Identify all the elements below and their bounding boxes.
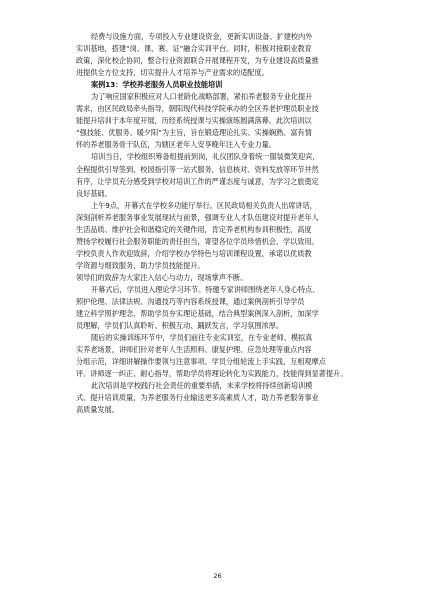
text-line: 实训基地，搭建“岗、课、赛、证”融合实训平台。同时，积极对接职业教育 (76, 44, 312, 54)
text-line: 需求，由区民政局牵头指导，朝阳现代科技学院承办的全区养老护理员职业技 (76, 104, 319, 114)
section-heading: 案例13：学校养老服务人员职业技能培训 (91, 80, 223, 90)
text-line: 上午9点，开幕式在学校多功能厅举行。区民政局相关负责人出席讲话， (91, 200, 317, 210)
text-line: 经费与设施方面，专项投入专业建设资金，更新实训设备、扩建校内外 (91, 32, 313, 41)
text-line: 高质量发展。 (76, 405, 119, 415)
text-line: 良好基础。 (76, 188, 112, 198)
paragraph-theory-session (76, 284, 370, 332)
text-line: 怀的养老服务骨干队伍，为辖区老年人安享晚年注入专业力量。 (76, 140, 276, 150)
text-line: 建立科学照护理念，帮助学员夯实理论基础，结合典型案例深入剖析，加深学 (76, 309, 319, 319)
text-line: 开幕式后，学员进入理论学习环节。特邀专家讲师围绕老年人身心特点、 (91, 284, 320, 294)
text-line: 培训当日，学校组织筹备组提前到岗，礼仪团队身着统一服装微笑迎宾， (91, 152, 320, 162)
text-line: 政策，深化校企协同，整合行业资源联合开展课程开发，为专业建设高质量推 (76, 56, 319, 66)
text-line: 深刻剖析养老服务事业发展现状与前景，强调专业人才队伍建设对提升老年人 (76, 212, 319, 222)
paragraph-practical-training (76, 332, 370, 380)
text-line: 能提升培训于本年度开展，历经系统授课与实操演练圆满落幕。此次培训以 (76, 116, 312, 126)
paragraph-reception (76, 151, 370, 199)
paragraph-conclusion (76, 380, 370, 416)
document-body (76, 31, 370, 417)
case-heading (76, 79, 370, 91)
text-line: 进提供全方位支持，切实提升人才培养与产业需求的适配度。 (76, 68, 269, 78)
text-line: 实养老场景，讲师们针对老年人生活照料、康复护理、应急处理等重点内容 (76, 345, 312, 355)
text-line: 式、提升培训质量，为养老服务行业输送更多高素质人才，助力养老服务事业 (76, 393, 319, 403)
text-line: 随后的实操训练环节中，学员们前往专业实训室，在专业老师、模拟真 (91, 333, 313, 343)
text-line: 为了响应国家积极应对人口老龄化战略部署，紧扣养老服务专业化提升 (91, 92, 313, 102)
page-number: 26 (213, 572, 222, 580)
text-line: 学资源与细致服务，助力学员技能提升。 (76, 260, 205, 270)
text-line: 评。讲师逐一纠正、耐心指导，帮助学员将理论转化为实践能力，技能得到显著提升。 (76, 369, 348, 379)
text-line: 照护伦理、法律法规、沟通技巧等内容系统授课，通过案例剖析引导学员 (76, 297, 305, 307)
text-line: 有序，让学员充分感受到学校对培训工作的严谨态度与诚意，为学习之旅奠定 (76, 176, 319, 186)
paragraph-opening-ceremony (76, 200, 370, 284)
paragraph-facilities (76, 31, 370, 79)
text-line: 分组示范，详细讲解操作要领与注意事项。学员分组轮流上手实践，互相观摩点 (76, 357, 326, 367)
text-line: 此次培训是学校践行社会责任的重要举措，未来学校将持续创新培训模 (91, 381, 313, 391)
paragraph-intro (76, 91, 370, 151)
text-line: 全程提供引导签到、校园指引等一站式服务，信息核对、资料发放等环节井然 (76, 164, 319, 174)
text-line: 员理解，学员们认真聆听、积极互动、踊跃发言，学习氛围浓厚。 (76, 321, 283, 331)
text-line: 赞扬学校履行社会服务职能的责任担当，寄望各位学员珍惜机会、学以致用。 (76, 236, 319, 246)
text-line: 生活品质、维护社会和谐稳定的关键作用，肯定养老机构参训积极性，高度 (76, 224, 312, 234)
text-line: 学校负责人作欢迎致辞，介绍学校办学特色与培训课程设置，承诺以优质教 (76, 248, 312, 258)
text-line: 领导们的致辞为大家注入信心与动力，现场掌声不断。 (76, 272, 248, 282)
text-line: “强技能、优服务、暖夕阳”为主旨，旨在锻造理论扎实、实操娴熟、富有情 (76, 128, 312, 138)
